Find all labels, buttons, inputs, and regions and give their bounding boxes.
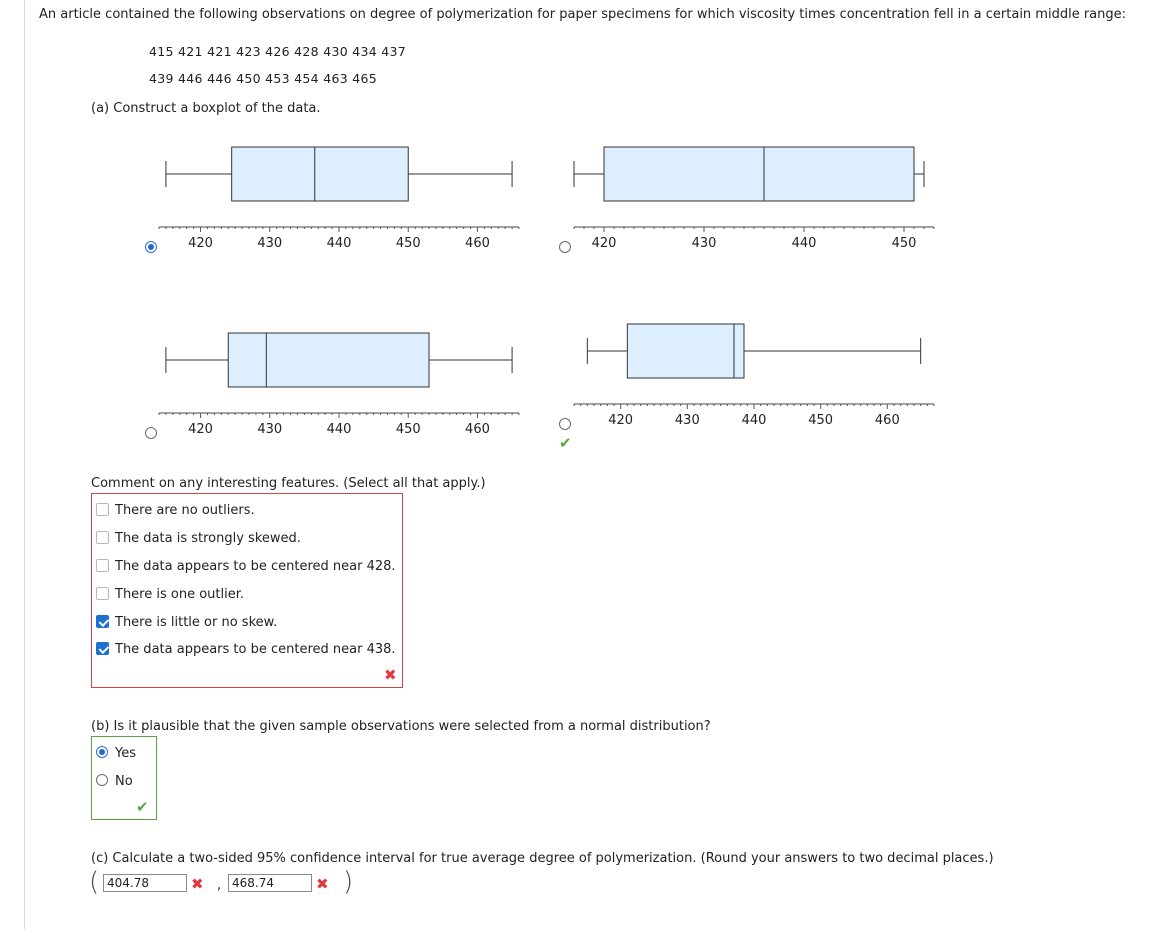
tick-label-420: 420	[188, 422, 213, 436]
comment-option-5-label: There is little or no skew.	[115, 615, 278, 630]
part-b-question: (b) Is it plausible that the given sample observations were selected from a normal distribution?	[91, 719, 711, 734]
boxplot-option-4	[560, 317, 940, 427]
boxplot-option-2	[560, 140, 940, 250]
tick-label-420: 420	[188, 236, 213, 250]
box-iqr	[604, 147, 914, 201]
box-iqr	[232, 147, 409, 201]
tick-label-430: 430	[257, 236, 283, 250]
interval-separator: ,	[217, 878, 222, 893]
tick-label-420: 420	[591, 236, 617, 250]
tick-label-460: 460	[465, 422, 490, 436]
comment-option-5-checkbox[interactable]	[96, 615, 109, 628]
interval-open-paren: (	[89, 867, 100, 897]
x-icon: ✖	[384, 666, 397, 684]
boxplot-option-3	[145, 326, 525, 436]
tick-label-460: 460	[465, 236, 490, 250]
check-icon: ✔	[559, 434, 572, 452]
tick-label-450: 450	[395, 236, 421, 250]
part-b-no-radio[interactable]	[96, 774, 108, 786]
comment-option-3-label: The data appears to be centered near 428.	[115, 559, 396, 574]
part-b-no-label: No	[115, 774, 133, 789]
x-icon: ✖	[191, 875, 204, 893]
tick-label-440: 440	[791, 236, 817, 250]
tick-label-450: 450	[891, 236, 917, 250]
comment-option-1-checkbox[interactable]	[96, 503, 109, 516]
x-icon: ✖	[316, 875, 329, 893]
data-row-2: 439 446 446 450 453 454 463 465	[149, 71, 377, 86]
check-icon: ✔	[136, 798, 149, 816]
box-iqr	[228, 333, 429, 387]
comment-option-1-label: There are no outliers.	[115, 503, 255, 518]
boxplot-option-1	[145, 140, 525, 250]
tick-label-440: 440	[326, 422, 352, 436]
tick-label-440: 440	[741, 413, 767, 427]
interval-close-paren: )	[343, 867, 354, 897]
comment-option-6-checkbox[interactable]	[96, 642, 109, 655]
comment-prompt: Comment on any interesting features. (Select all that apply.)	[91, 476, 486, 491]
problem-intro: An article contained the following observations on degree of polymerization for paper specimens for which viscosity times concentration fell in a certain middle range:	[39, 7, 1127, 22]
comment-option-4-label: There is one outlier.	[115, 587, 245, 602]
tick-label-450: 450	[395, 422, 421, 436]
tick-label-460: 460	[874, 413, 900, 427]
tick-label-440: 440	[326, 236, 352, 250]
data-row-1: 415 421 421 423 426 428 430 434 437	[149, 44, 407, 59]
tick-label-430: 430	[674, 413, 700, 427]
box-iqr	[627, 324, 744, 378]
part-b-yes-label: Yes	[115, 746, 136, 761]
comment-option-6-label: The data appears to be centered near 438.	[115, 642, 396, 657]
part-a-question: (a) Construct a boxplot of the data.	[91, 101, 321, 116]
tick-label-450: 450	[808, 413, 834, 427]
comment-option-4-checkbox[interactable]	[96, 587, 109, 600]
comment-option-2-label: The data is strongly skewed.	[115, 531, 301, 546]
tick-label-430: 430	[691, 236, 717, 250]
part-c-question: (c) Calculate a two-sided 95% confidence interval for true average degree of polymerization. (Round your answers to two decimal places.)	[91, 851, 994, 866]
page-left-rule	[24, 0, 25, 929]
tick-label-420: 420	[608, 413, 634, 427]
part-b-yes-radio[interactable]	[96, 746, 108, 758]
comment-option-3-checkbox[interactable]	[96, 559, 109, 572]
tick-label-430: 430	[257, 422, 283, 436]
ci-upper-input[interactable]: 468.74	[228, 874, 312, 892]
comment-option-2-checkbox[interactable]	[96, 531, 109, 544]
ci-lower-input[interactable]: 404.78	[103, 874, 187, 892]
